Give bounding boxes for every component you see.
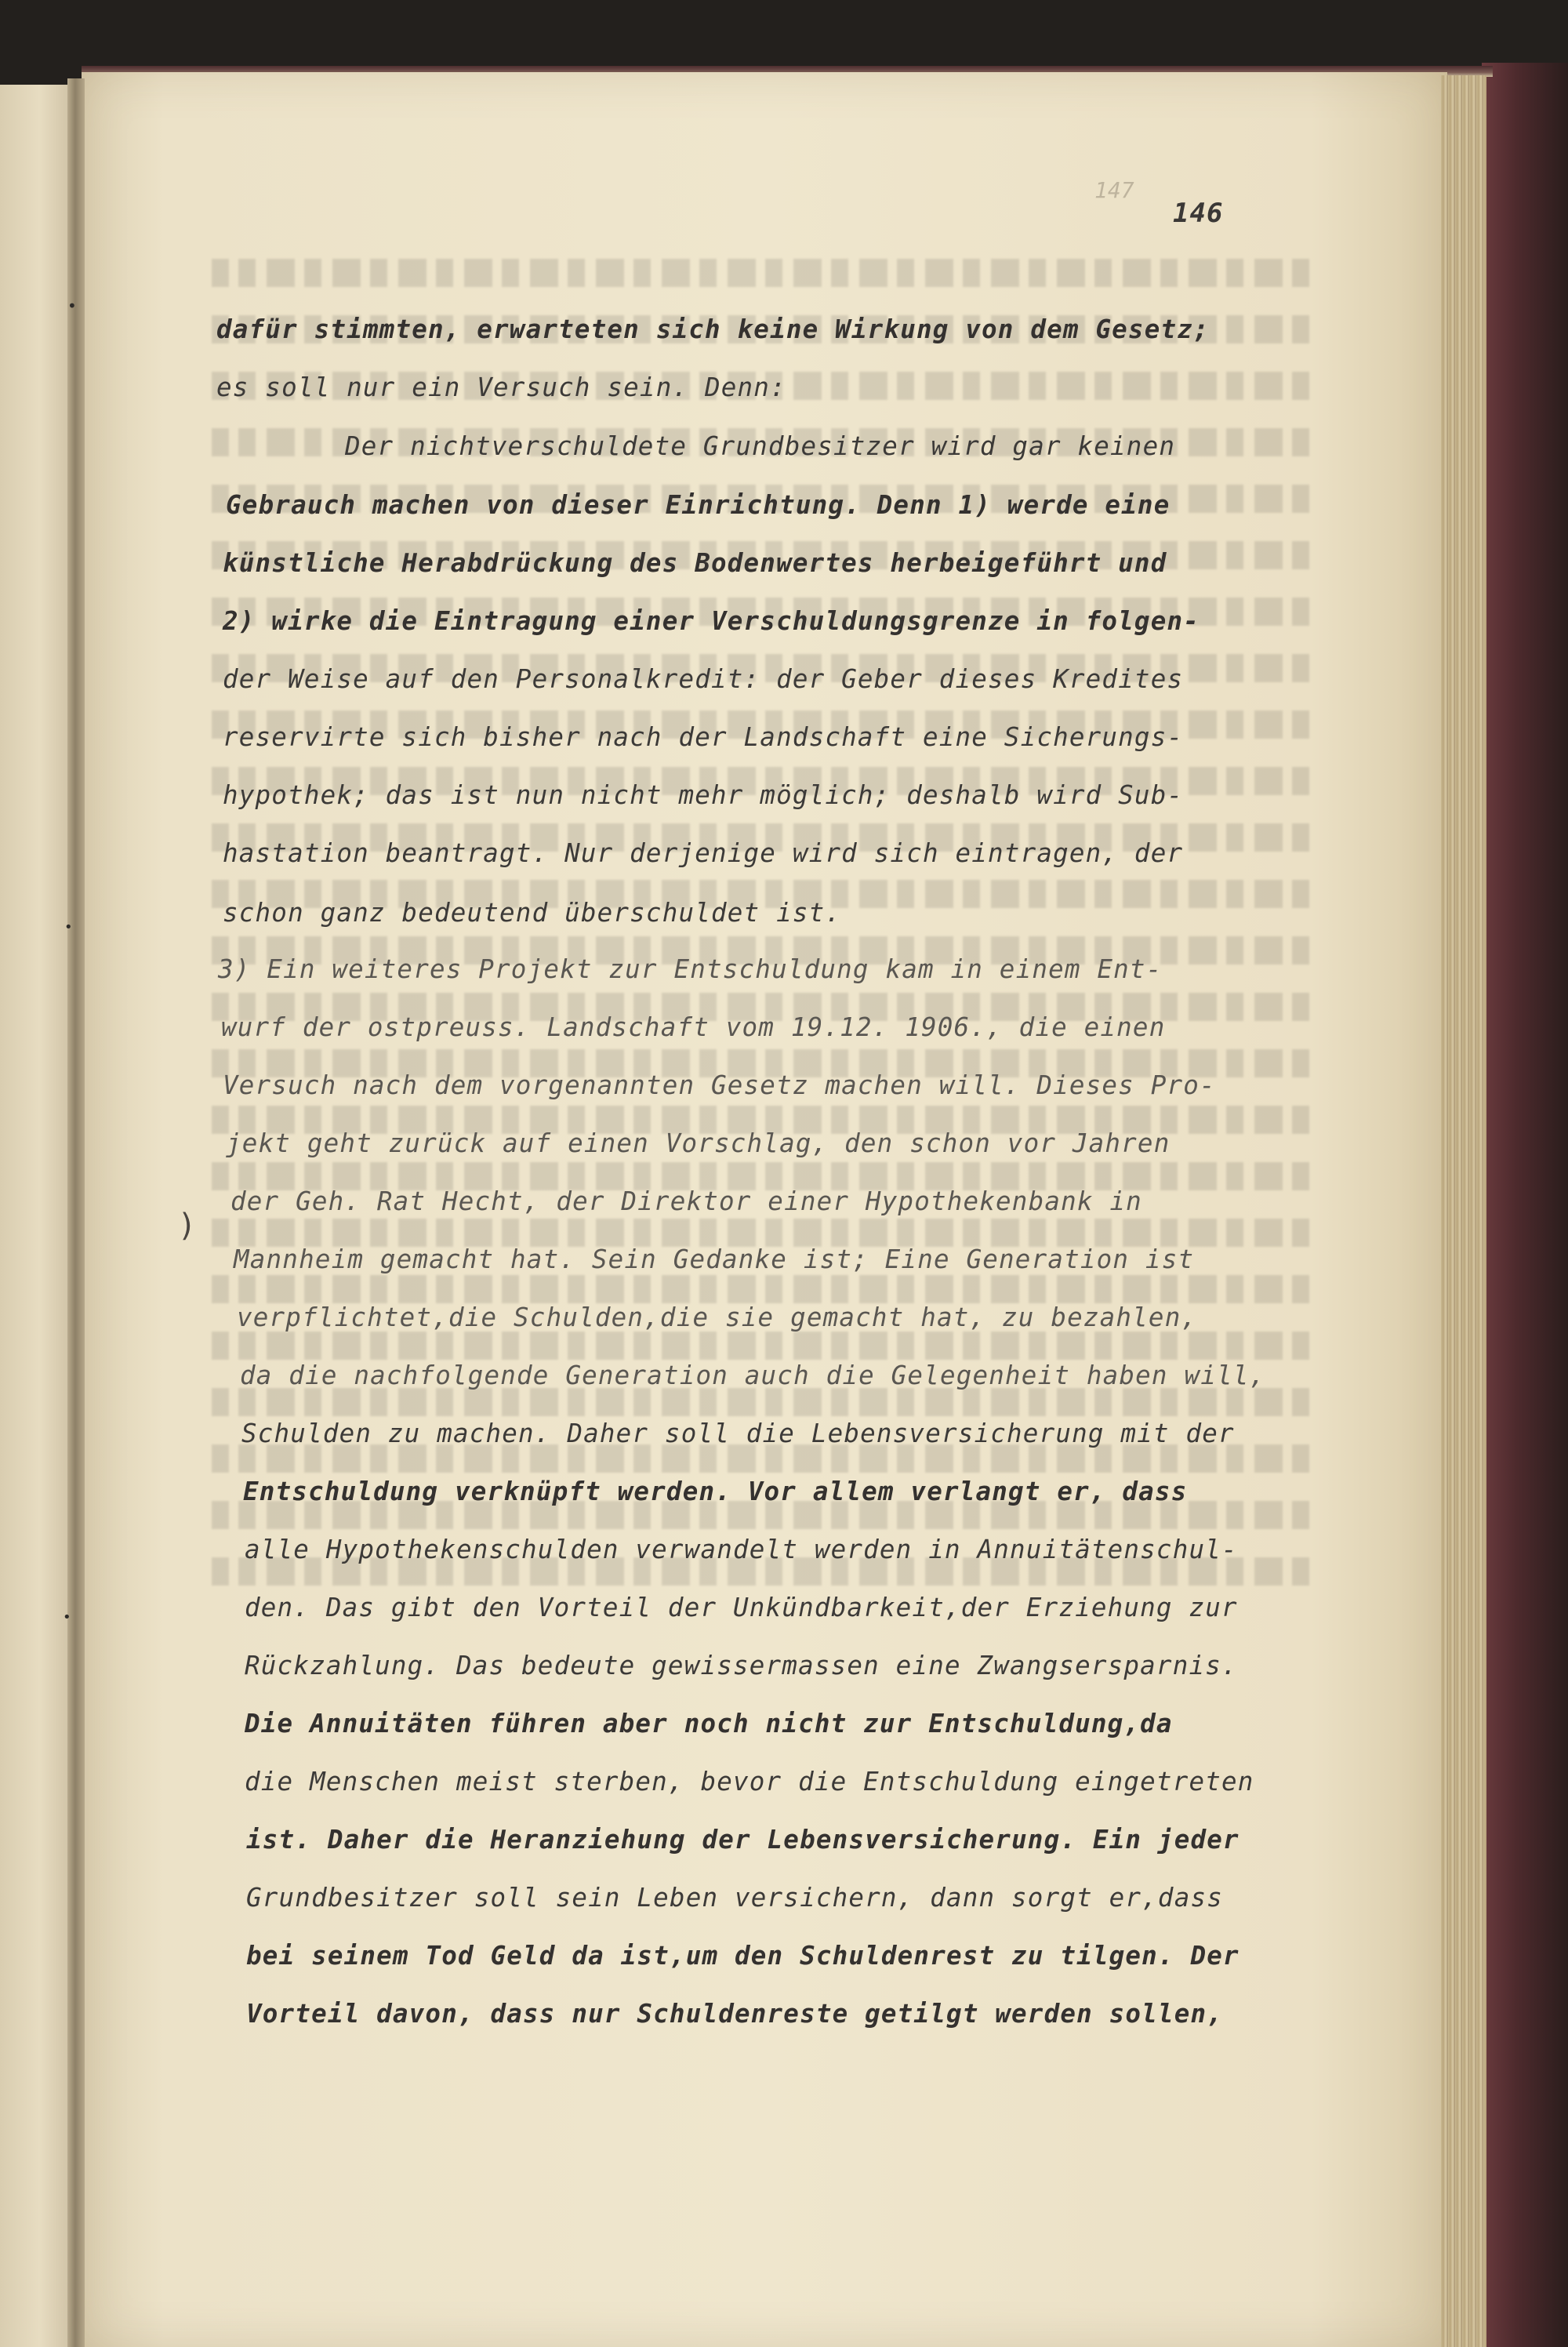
text-line: Die Annuitäten führen aber noch nicht zur Entschuldung,da xyxy=(245,1709,1173,1738)
book-gutter xyxy=(67,78,85,2347)
left-page xyxy=(0,85,72,2347)
text-line: 3) Ein weiteres Projekt zur Entschuldung kam in einem Ent- xyxy=(218,954,1163,984)
text-line: Vorteil davon, dass nur Schuldenreste getilgt werden sollen, xyxy=(246,1999,1223,2029)
text-line: 2) wirke die Eintragung einer Verschuldungsgrenze in folgen- xyxy=(223,606,1200,636)
text-line: dafür stimmten, erwarteten sich keine Wirkung von dem Gesetz; xyxy=(216,314,1210,344)
text-line: Grundbesitzer soll sein Leben versichern, dann sorgt er,dass xyxy=(246,1883,1223,1913)
text-line: Schulden zu machen. Daher soll die Lebensversicherung mit der xyxy=(241,1419,1235,1448)
text-line: den. Das gibt den Vorteil der Unkündbarkeit,der Erziehung zur xyxy=(245,1593,1238,1622)
text-line: künstliche Herabdrückung des Bodenwertes herbeigeführt und xyxy=(223,548,1167,578)
text-line: ist. Daher die Heranziehung der Lebensversicherung. Ein jeder xyxy=(246,1825,1240,1855)
text-line: bei seinem Tod Geld da ist,um den Schuldenrest zu tilgen. Der xyxy=(246,1941,1240,1971)
book-cover-edge xyxy=(1482,63,1568,2347)
text-line: reservirte sich bisher nach der Landschaft eine Sicherungs- xyxy=(223,722,1184,752)
text-line: Mannheim gemacht hat. Sein Gedanke ist; Eine Generation ist xyxy=(234,1244,1195,1274)
margin-bracket: ) xyxy=(180,1208,193,1244)
text-line: wurf der ostpreuss. Landschaft vom 19.12. 1906., die einen xyxy=(221,1012,1166,1042)
page-number: 146 xyxy=(1173,198,1224,229)
text-line: Versuch nach dem vorgenannten Gesetz machen will. Dieses Pro- xyxy=(223,1070,1216,1100)
margin-dot: • xyxy=(63,1609,71,1626)
text-line: die Menschen meist sterben, bevor die Entschuldung eingetreten xyxy=(245,1767,1254,1797)
text-line: jekt geht zurück auf einen Vorschlag, den schon vor Jahren xyxy=(226,1128,1171,1158)
text-line: Gebrauch machen von dieser Einrichtung. Denn 1) werde eine xyxy=(226,490,1171,520)
text-line: alle Hypothekenschulden verwandelt werden in Annuitätenschul- xyxy=(245,1535,1238,1564)
text-line: es soll nur ein Versuch sein. Denn: xyxy=(216,372,786,402)
text-line: der Geh. Rat Hecht, der Direktor einer Hypothekenbank in xyxy=(230,1186,1142,1216)
text-line: hastation beantragt. Nur derjenige wird sich eintragen, der xyxy=(223,838,1184,868)
text-line: der Weise auf den Personalkredit: der Geber dieses Kredites xyxy=(223,664,1184,694)
old-page-number: 147 xyxy=(1094,177,1134,203)
text-line: hypothek; das ist nun nicht mehr möglich; deshalb wird Sub- xyxy=(223,780,1184,810)
page-edges xyxy=(1441,75,1486,2347)
typed-text-body xyxy=(218,314,1347,2070)
margin-dot: • xyxy=(67,296,77,315)
text-line: schon ganz bedeutend überschuldet ist. xyxy=(223,898,842,928)
text-line: da die nachfolgende Generation auch die Gelegenheit haben will, xyxy=(240,1361,1266,1390)
text-line: verpflichtet,die Schulden,die sie gemacht hat, zu bezahlen, xyxy=(237,1302,1198,1332)
text-line: Entschuldung verknüpft werden. Vor allem verlangt er, dass xyxy=(243,1477,1188,1506)
text-line: Rückzahlung. Das bedeute gewissermassen eine Zwangsersparnis. xyxy=(245,1651,1238,1680)
margin-dot: • xyxy=(64,919,73,936)
text-line: Der nichtverschuldete Grundbesitzer wird gar keinen xyxy=(345,431,1176,461)
